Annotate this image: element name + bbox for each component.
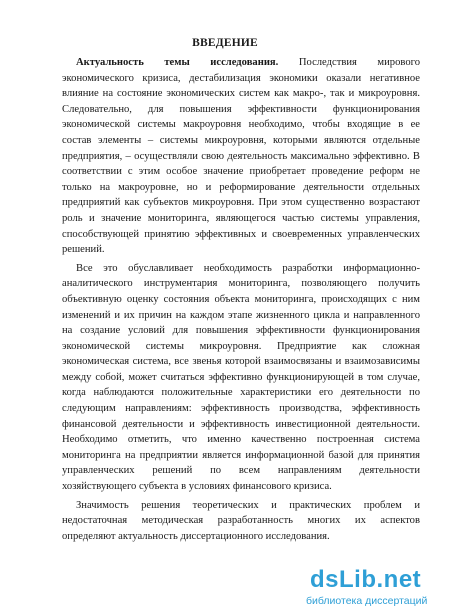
paragraph-3-line: определяют актуальность диссертационного исследования.: [62, 530, 330, 542]
paragraph-2-line: мониторинга на предприятии является информационной базой для принятия: [62, 449, 420, 461]
paragraph-2-line: изменений и их причин на каждом этапе жизненного цикла и направленного: [62, 309, 420, 321]
paragraph-2-line: экономическая система, все звенья которой взаимосвязаны и взаимозависимы: [62, 356, 420, 368]
paragraph-1-line: только на макроуровне, но и реформирование деятельности отдельных: [62, 181, 420, 193]
paragraph-1-line: Актуальность темы исследования. Последствия мирового: [76, 57, 420, 68]
document-body: [62, 55, 420, 544]
paragraph-2-line: финансовой деятельности и эффективность инвестиционной деятельности.: [62, 418, 420, 430]
paragraph-2-line: хозяйствующего субъекта в условиях финансового кризиса.: [62, 481, 332, 493]
paragraph-2-line: когда наблюдаются положительные характеристики его деятельности по: [62, 387, 420, 399]
paragraph-1-line: решений.: [62, 244, 105, 256]
dslib-tagline: библиотека диссертаций: [306, 595, 428, 607]
paragraph-1-line: влияние на состояние экономических систем как макро-, так и микроуровня.: [62, 88, 420, 100]
paragraph-2-line: экономической системы микроуровня. Предприятие как сложная: [62, 340, 420, 352]
paragraph-2-line: на создание условий для повышения эффективности функционирования: [62, 325, 420, 337]
paragraph-1-line: способствующей принятию эффективных и своевременных управленческих: [62, 228, 420, 240]
paragraph-3-line: недостаточная методическая разработанность многих их аспектов: [62, 515, 420, 527]
paragraph-3-line: Значимость решения теоретических и практических проблем и: [76, 499, 420, 511]
paragraph-1-line: экономической системы макроуровня необходимо, чтобы входящие в ее: [62, 119, 420, 131]
paragraph-2-line: аналитического инструментария мониторинга, позволяющего получить: [62, 278, 420, 290]
paragraph-1-line: предприятий как субъектов микроуровня. При этом существенно возрастают: [62, 197, 420, 209]
paragraph-2-line: Необходимо отметить, что именно качественно построенная система: [62, 434, 420, 446]
lead-heading: Актуальность темы исследования.: [76, 57, 279, 68]
paragraph-1-line: предприятия, – осуществляли свою деятельность максимально эффективно. В: [62, 150, 420, 162]
dslib-logo: dsLib.net: [310, 566, 422, 593]
paragraph-1-line: состав элементы – системы микроуровня, которыми являются отдельные: [62, 134, 420, 146]
paragraph-2-line: объективную оценку состояния объекта мониторинга, происходящих с ним: [62, 293, 420, 305]
paragraph-1-line: экономического кризиса, дестабилизация экономики оказали негативное: [62, 72, 420, 84]
paragraph-1-line: соответствии с этим особое значение приобретает проведение реформ не: [62, 166, 420, 178]
dslib-watermark-link[interactable]: [300, 564, 450, 612]
paragraph-2-line: между собой, может считаться эффективно функционирующей в том случае,: [62, 371, 420, 383]
paragraph-2-line: следующим направлениям: эффективность производства, эффективность: [62, 403, 420, 415]
paragraph-1-line: Следовательно, для повышения эффективности функционирования: [62, 103, 420, 115]
paragraph-1-line: роль и значение мониторинга, являющегося частью системы управления,: [62, 212, 420, 224]
paragraph-2-line: управленческих решений по всем направлениям деятельности: [62, 465, 420, 477]
page-title: ВВЕДЕНИЕ: [192, 37, 258, 49]
paragraph-2-line: Все это обуславливает необходимость разработки информационно-: [76, 262, 420, 274]
